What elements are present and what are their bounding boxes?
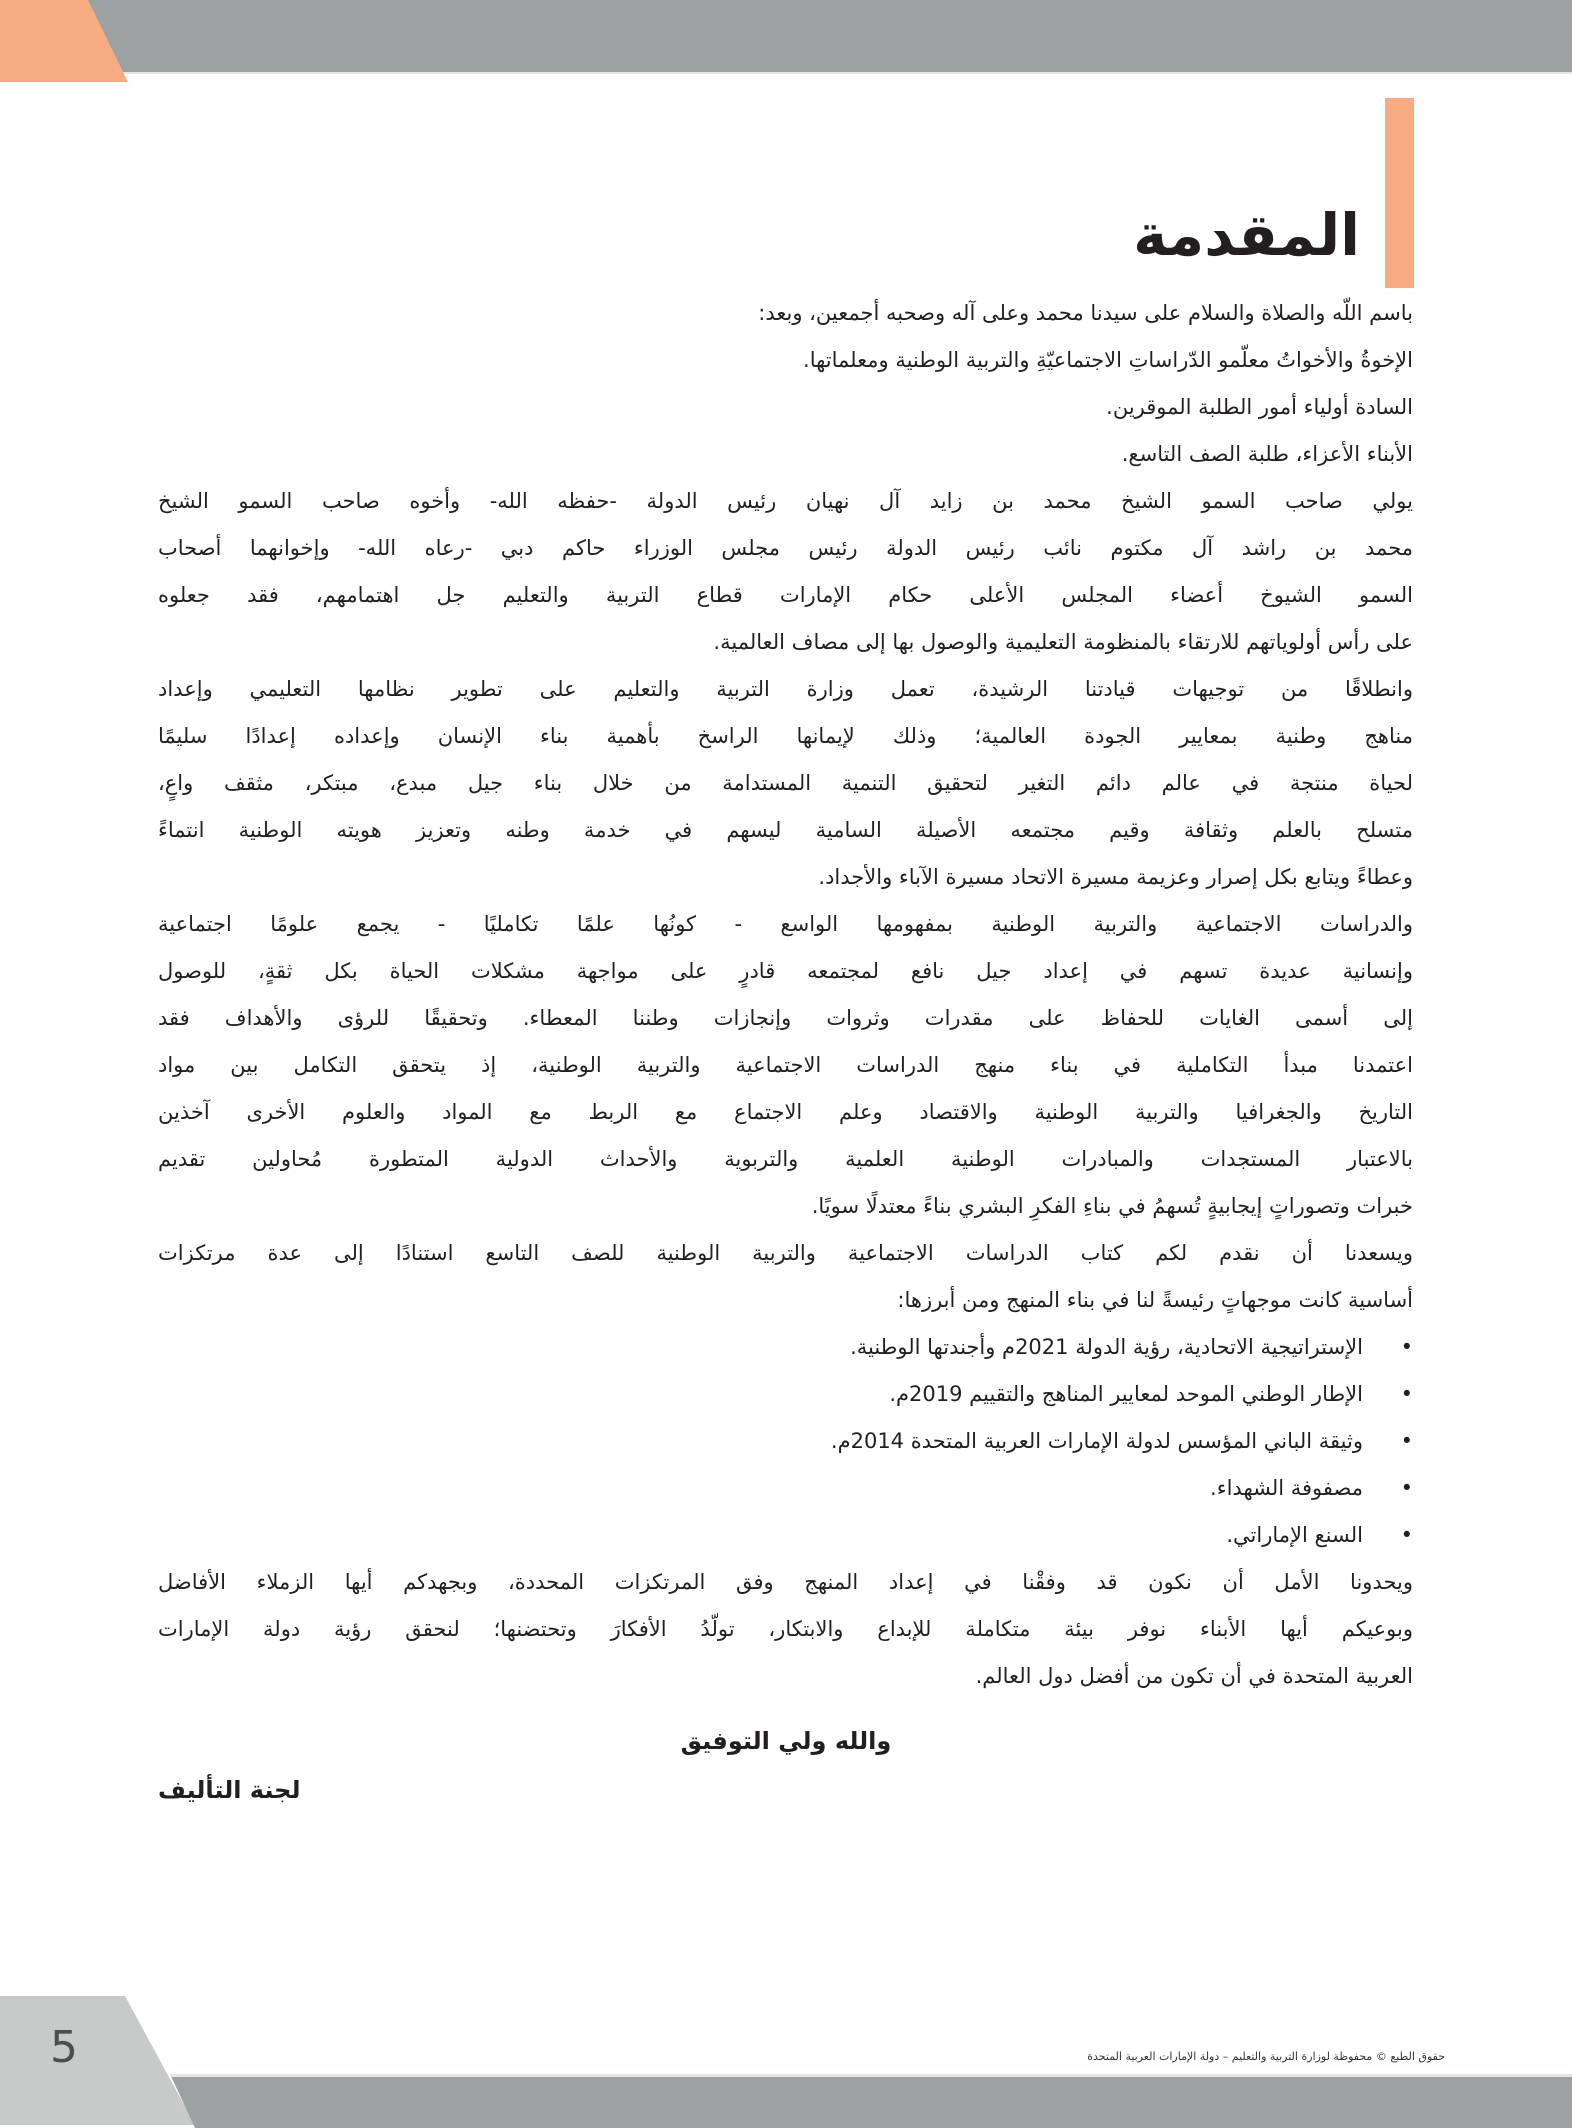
document-body bbox=[158, 290, 1413, 1700]
page-number: 5 bbox=[50, 2022, 78, 2073]
footer-corner bbox=[0, 1996, 200, 2125]
text-line: الإخوةُ والأخواتُ معلّمو الدّراساتِ الاجتماعيّةِ والتربية الوطنية ومعلماتها. bbox=[803, 348, 1413, 372]
list-item bbox=[158, 1371, 1413, 1418]
text-line: بالاعتبار المستجدات والمبادرات الوطنية العلمية والتربوية والأحداث الدولية المتطورة مُحاولين تقديم bbox=[158, 1147, 1413, 1171]
list-item-text: السنع الإماراتي. bbox=[1226, 1523, 1363, 1547]
text-line: باسم اللّه والصلاة والسلام على سيدنا محمد وعلى آله وصحبه أجمعين، وبعد: bbox=[758, 301, 1413, 325]
text-line: السادة أولياء أمور الطلبة الموقرين. bbox=[1106, 395, 1413, 419]
header-bar bbox=[0, 0, 1572, 74]
text-line: الأبناء الأعزاء، طلبة الصف التاسع. bbox=[1121, 442, 1413, 466]
text-line: وبوعيكم أيها الأبناء نوفر بيئة متكاملة للإبداع والابتكار، تولّدُ الأفكارَ وتحتضنها؛ لنحقق رؤية دولة الإمارات bbox=[158, 1617, 1413, 1641]
text-line: اعتمدنا مبدأ التكاملية في بناء منهج الدراسات الاجتماعية والتربية الوطنية، إذ يتحقق التكامل بين مواد bbox=[158, 1053, 1413, 1077]
text-line: ويحدونا الأمل أن نكون قد وفقْنا في إعداد المنهج وفق المرتكزات المحددة، وبجهدكم أيها الزملاء الأفاضل bbox=[158, 1570, 1413, 1594]
text-line: التاريخ والجغرافيا والتربية الوطنية والاقتصاد وعلم الاجتماع مع الربط مع المواد والعلوم الأخرى آخذين bbox=[158, 1100, 1413, 1124]
list-item bbox=[158, 1324, 1413, 1371]
text-line: إلى أسمى الغايات للحفاظ على مقدرات وثروات وإنجازات وطننا المعطاء. وتحقيقًا للرؤى والأهداف فقد bbox=[158, 1006, 1413, 1030]
closing-line: والله ولي التوفيق bbox=[680, 1727, 892, 1755]
list-item-text: الإستراتيجية الاتحادية، رؤية الدولة 2021م وأجندتها الوطنية. bbox=[850, 1335, 1363, 1359]
footer-copyright: حقوق الطبع © محفوظة لوزارة التربية والتعليم – دولة الإمارات العربية المتحدة bbox=[1087, 2050, 1445, 2063]
list-item bbox=[158, 1418, 1413, 1465]
text-line: مناهج وطنية بمعايير الجودة العالمية؛ وذلك لإيمانها الراسخ بأهمية بناء الإنسان وإعداده إعدادًا سليمًا bbox=[158, 724, 1413, 748]
text-line: وانطلاقًا من توجيهات قيادتنا الرشيدة، تعمل وزارة التربية والتعليم على تطوير نظامها التعليمي وإعداد bbox=[158, 677, 1413, 701]
text-line: والدراسات الاجتماعية والتربية الوطنية بمفهومها الواسع - كونُها علمًا تكامليًا - يجمع علومًا اجتماعية bbox=[158, 912, 1413, 936]
bullet-icon: • bbox=[1400, 1429, 1413, 1453]
list-item bbox=[158, 1465, 1413, 1512]
list-item-text: مصفوفة الشهداء. bbox=[1210, 1476, 1363, 1500]
list-item bbox=[158, 1512, 1413, 1559]
text-line: أساسية كانت موجهاتٍ رئيسةً لنا في بناء المنهج ومن أبرزها: bbox=[897, 1288, 1413, 1312]
page-title: المقدمة bbox=[1133, 201, 1360, 269]
text-line: محمد بن راشد آل مكتوم نائب رئيس الدولة رئيس مجلس الوزراء حاكم دبي -رعاه الله- وإخوانهما أصحاب bbox=[158, 536, 1413, 560]
bullet-icon: • bbox=[1400, 1476, 1413, 1500]
text-line: خبرات وتصوراتٍ إيجابيةٍ تُسهمُ في بناءِ الفكرِ البشري بناءً معتدلًا سويًا. bbox=[811, 1194, 1413, 1218]
text-line: وإنسانية عديدة تسهم في إعداد جيل نافع لمجتمعه قادرٍ على مواجهة مشكلات الحياة بكل ثقةٍ، للوصول bbox=[158, 959, 1413, 983]
text-line: لحياة منتجة في عالم دائم التغير لتحقيق التنمية المستدامة من خلال بناء جيل مبدع، مبتكر، مثقف واعٍ، bbox=[158, 771, 1413, 795]
list-item-text: وثيقة الباني المؤسس لدولة الإمارات العربية المتحدة 2014م. bbox=[830, 1429, 1363, 1453]
text-line: وعطاءً ويتابع بكل إصرار وعزيمة مسيرة الاتحاد مسيرة الآباء والأجداد. bbox=[818, 865, 1413, 889]
text-line: السمو الشيوخ أعضاء المجلس الأعلى حكام الإمارات قطاع التربية والتعليم جل اهتمامهم، فقد جعلوه bbox=[158, 583, 1413, 607]
text-line: يولي صاحب السمو الشيخ محمد بن زايد آل نهيان رئيس الدولة -حفظه الله- وأخوه صاحب السمو الشيخ bbox=[158, 489, 1413, 513]
signature: لجنة التأليف bbox=[158, 1776, 301, 1804]
text-line: متسلح بالعلم وثقافة وقيم مجتمعه الأصيلة السامية ليسهم في خدمة وطنه وتعزيز هويته الوطنية انتماءً bbox=[158, 818, 1413, 842]
text-line: العربية المتحدة في أن تكون من أفضل دول العالم. bbox=[975, 1664, 1413, 1688]
list-item-text: الإطار الوطني الموحد لمعايير المناهج والتقييم 2019م. bbox=[889, 1382, 1363, 1406]
text-line: على رأس أولوياتهم للارتقاء بالمنظومة التعليمية والوصول بها إلى مصاف العالمية. bbox=[713, 630, 1413, 654]
bullet-icon: • bbox=[1400, 1335, 1413, 1359]
bullet-icon: • bbox=[1400, 1523, 1413, 1547]
title-accent-bar bbox=[1385, 98, 1414, 288]
text-line: ويسعدنا أن نقدم لكم كتاب الدراسات الاجتماعية والتربية الوطنية للصف التاسع استنادًا إلى عدة مرتكزات bbox=[158, 1241, 1413, 1265]
bullet-icon: • bbox=[1400, 1382, 1413, 1406]
footer-bar bbox=[170, 2074, 1572, 2128]
